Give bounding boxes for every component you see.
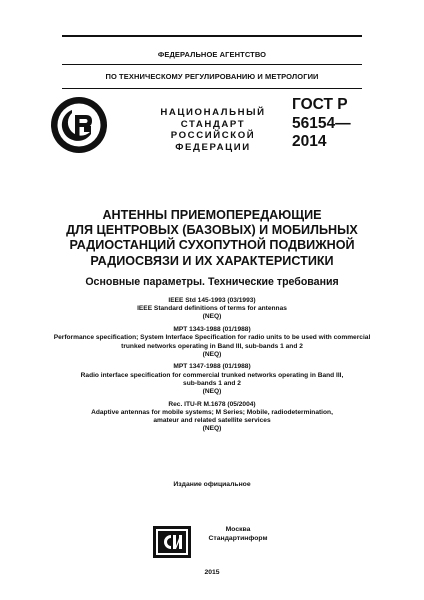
publisher-block [196, 526, 280, 543]
top-rule [62, 35, 362, 37]
reference-line: IEEE Std 145-1993 (03/1993) [168, 297, 256, 304]
reference-line: MPT 1343-1988 (01/1988) [173, 326, 251, 334]
reference-line: Rec. ITU-R M.1678 (05/2004) [168, 400, 256, 408]
document-title [20, 208, 404, 269]
gost-line: 56154— [292, 114, 351, 132]
publisher-city: Москва [225, 526, 251, 533]
reference-item [10, 326, 414, 359]
reference-line: amateur and related satellite services [153, 417, 271, 425]
reference-line: trunked networks operating in Band III, sub-bands 1 and 2 [121, 342, 303, 350]
gost-r-conformity-mark-icon [50, 96, 108, 154]
national-line: ФЕДЕРАЦИИ [175, 141, 251, 153]
national-line: РОССИЙСКОЙ [170, 130, 256, 142]
title-line: ДЛЯ ЦЕНТРОВЫХ (БАЗОВЫХ) И МОБИЛЬНЫХ [66, 223, 358, 238]
publication-year: 2015 [204, 569, 220, 576]
reference-line: MPT 1347-1988 (01/1988) [173, 363, 251, 371]
reference-item [10, 401, 414, 434]
title-line: РАДИОСВЯЗИ И ИХ ХАРАКТЕРИСТИКИ [90, 253, 334, 268]
reference-line: Adaptive antennas for mobile systems; M Series; Mobile, radiodetermination, [91, 408, 333, 416]
title-line: АНТЕННЫ ПРИЕМОПЕРЕДАЮЩИЕ [102, 208, 322, 222]
reference-item [10, 363, 414, 396]
reference-item [10, 297, 414, 322]
publisher-name: Стандартинформ [208, 534, 268, 542]
national-line: НАЦИОНАЛЬНЫЙ [160, 107, 266, 118]
official-edition-label: Издание официальное [173, 481, 251, 488]
reference-line: Performance specification; System Interface Specification for radio units to be used with commercial [53, 334, 371, 342]
agency-line-1: ФЕДЕРАЛЬНОЕ АГЕНТСТВО [157, 50, 267, 59]
gost-number [292, 96, 382, 152]
reference-line: sub-bands 1 and 2 [183, 379, 241, 387]
national-line: СТАНДАРТ [180, 118, 246, 130]
reference-line: (NEQ) [202, 350, 222, 358]
lower-rule [62, 88, 362, 89]
references-list [10, 297, 414, 438]
standartinform-logo-icon [152, 525, 192, 559]
reference-line: (NEQ) [202, 425, 222, 433]
title-line: РАДИОСТАНЦИЙ СУХОПУТНОЙ ПОДВИЖНОЙ [69, 238, 355, 253]
agency-line-2: ПО ТЕХНИЧЕСКОМУ РЕГУЛИРОВАНИЮ И МЕТРОЛОГИИ [105, 72, 319, 81]
document-subtitle: Основные параметры. Технические требования [85, 276, 339, 288]
reference-line: IEEE Standard definitions of terms for antennas [137, 305, 287, 313]
middle-rule [62, 64, 362, 65]
reference-line: (NEQ) [202, 313, 222, 321]
gost-line: ГОСТ Р [292, 96, 348, 113]
reference-line: Radio interface specification for commercial trunked networks operating in Band III, [80, 371, 344, 379]
reference-line: (NEQ) [202, 388, 222, 396]
national-standard-label [150, 107, 276, 153]
gost-line: 2014 [292, 133, 327, 150]
